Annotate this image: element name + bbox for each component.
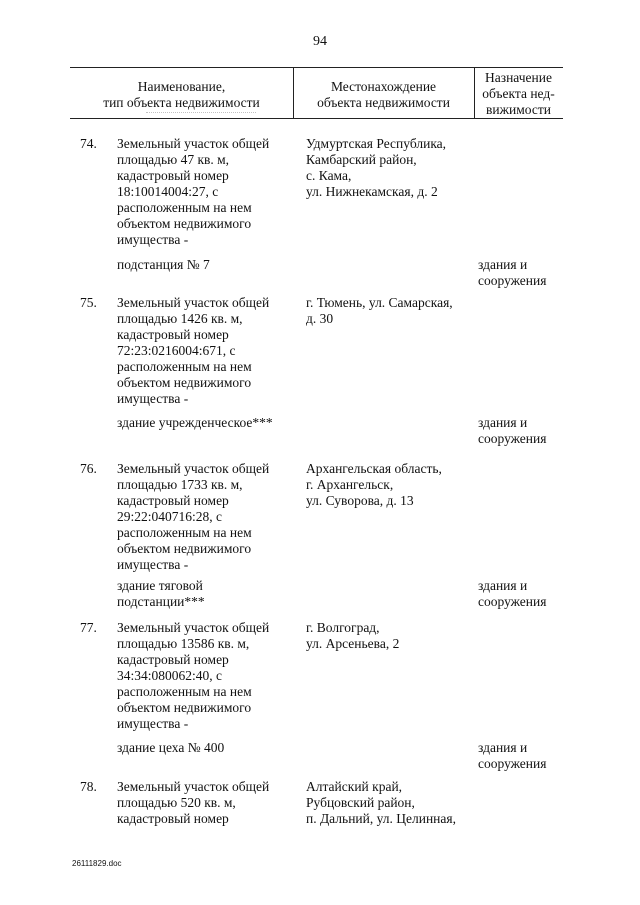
page-number: 94 <box>313 34 327 49</box>
header-text: Назначение <box>485 70 552 85</box>
text-line: Земельный участок общей <box>117 779 270 794</box>
text-line: объектом недвижимого <box>117 216 252 231</box>
text-line: расположенным на нем <box>117 525 252 540</box>
entry-number: 77. <box>80 620 97 635</box>
text-line: кадастровый номер <box>117 168 229 183</box>
document-footer-filename: 26111829.doc <box>72 859 122 868</box>
text-line: расположенным на нем <box>117 684 252 699</box>
header-text: объекта нед- <box>482 86 555 101</box>
text-line: объектом недвижимого <box>117 541 252 556</box>
text-line: Земельный участок общей <box>117 295 270 310</box>
entry-number: 74. <box>80 136 97 151</box>
table-header-bottom-rule <box>70 118 563 119</box>
header-text: Наименование, <box>137 79 226 94</box>
entry-object <box>117 257 292 273</box>
text-line: имущества - <box>117 557 189 572</box>
header-name-column <box>70 79 293 111</box>
scan-smudge <box>146 112 256 116</box>
text-line: кадастровый номер <box>117 652 229 667</box>
entry-location <box>306 461 474 509</box>
text-line: подстанция № 7 <box>117 257 210 272</box>
text-line: имущества - <box>117 232 189 247</box>
text-line: г. Тюмень, ул. Самарская, <box>306 295 453 310</box>
text-line: сооружения <box>478 273 547 288</box>
text-line: объектом недвижимого <box>117 700 252 715</box>
text-line: 34:34:080062:40, с <box>117 668 222 683</box>
text-line: площадью 47 кв. м, <box>117 152 230 167</box>
text-line: Земельный участок общей <box>117 620 270 635</box>
entry-description <box>117 136 292 248</box>
entry-description <box>117 779 292 827</box>
entry-purpose <box>478 257 568 289</box>
text-line: кадастровый номер <box>117 811 229 826</box>
text-line: здание тяговой <box>117 578 203 593</box>
text-line: сооружения <box>478 431 547 446</box>
text-line: п. Дальний, ул. Целинная, <box>306 811 456 826</box>
header-location-column <box>293 79 474 111</box>
entry-location <box>306 136 474 200</box>
text-line: сооружения <box>478 756 547 771</box>
entry-description <box>117 295 292 407</box>
text-line: здания и <box>478 740 528 755</box>
text-line: сооружения <box>478 594 547 609</box>
entry-purpose <box>478 578 568 610</box>
text-line: 18:10014004:27, с <box>117 184 219 199</box>
header-text: объекта недвижимости <box>317 95 450 110</box>
text-line: здания и <box>478 578 528 593</box>
text-line: Архангельская область, <box>306 461 442 476</box>
header-text: вижимости <box>486 102 551 117</box>
text-line: Камбарский район, <box>306 152 417 167</box>
text-line: расположенным на нем <box>117 200 252 215</box>
entry-location <box>306 779 474 827</box>
text-line: Удмуртская Республика, <box>306 136 447 151</box>
text-line: Алтайский край, <box>306 779 403 794</box>
text-line: здание цеха № 400 <box>117 740 225 755</box>
header-text: тип объекта недвижимости <box>103 95 260 110</box>
text-line: подстанции*** <box>117 594 205 609</box>
text-line: кадастровый номер <box>117 493 229 508</box>
text-line: имущества - <box>117 391 189 406</box>
entry-purpose <box>478 740 568 772</box>
table-header-top-rule <box>70 67 563 68</box>
text-line: здания и <box>478 257 528 272</box>
text-line: площадью 520 кв. м, <box>117 795 236 810</box>
entry-location <box>306 620 474 652</box>
text-line: Земельный участок общей <box>117 136 270 151</box>
entry-number: 75. <box>80 295 97 310</box>
text-line: ул. Суворова, д. 13 <box>306 493 414 508</box>
text-line: Рубцовский район, <box>306 795 415 810</box>
text-line: г. Волгоград, <box>306 620 380 635</box>
text-line: с. Кама, <box>306 168 352 183</box>
text-line: ул. Арсеньева, 2 <box>306 636 400 651</box>
text-line: д. 30 <box>306 311 334 326</box>
text-line: расположенным на нем <box>117 359 252 374</box>
text-line: кадастровый номер <box>117 327 229 342</box>
text-line: здания и <box>478 415 528 430</box>
entry-object <box>117 578 292 610</box>
entry-number: 78. <box>80 779 97 794</box>
text-line: площадью 13586 кв. м, <box>117 636 250 651</box>
header-purpose-column <box>474 70 563 118</box>
text-line: здание учрежденческое*** <box>117 415 273 430</box>
entry-object <box>117 740 292 756</box>
text-line: площадью 1733 кв. м, <box>117 477 243 492</box>
text-line: 29:22:040716:28, с <box>117 509 222 524</box>
entry-description <box>117 461 292 573</box>
text-line: имущества - <box>117 716 189 731</box>
header-text: Местонахождение <box>330 79 437 94</box>
entry-object <box>117 415 292 431</box>
entry-purpose <box>478 415 568 447</box>
entry-location <box>306 295 474 327</box>
text-line: площадью 1426 кв. м, <box>117 311 243 326</box>
entry-number: 76. <box>80 461 97 476</box>
text-line: объектом недвижимого <box>117 375 252 390</box>
text-line: ул. Нижнекамская, д. 2 <box>306 184 438 199</box>
text-line: г. Архангельск, <box>306 477 394 492</box>
entry-description <box>117 620 292 732</box>
text-line: Земельный участок общей <box>117 461 270 476</box>
text-line: 72:23:0216004:671, с <box>117 343 236 358</box>
